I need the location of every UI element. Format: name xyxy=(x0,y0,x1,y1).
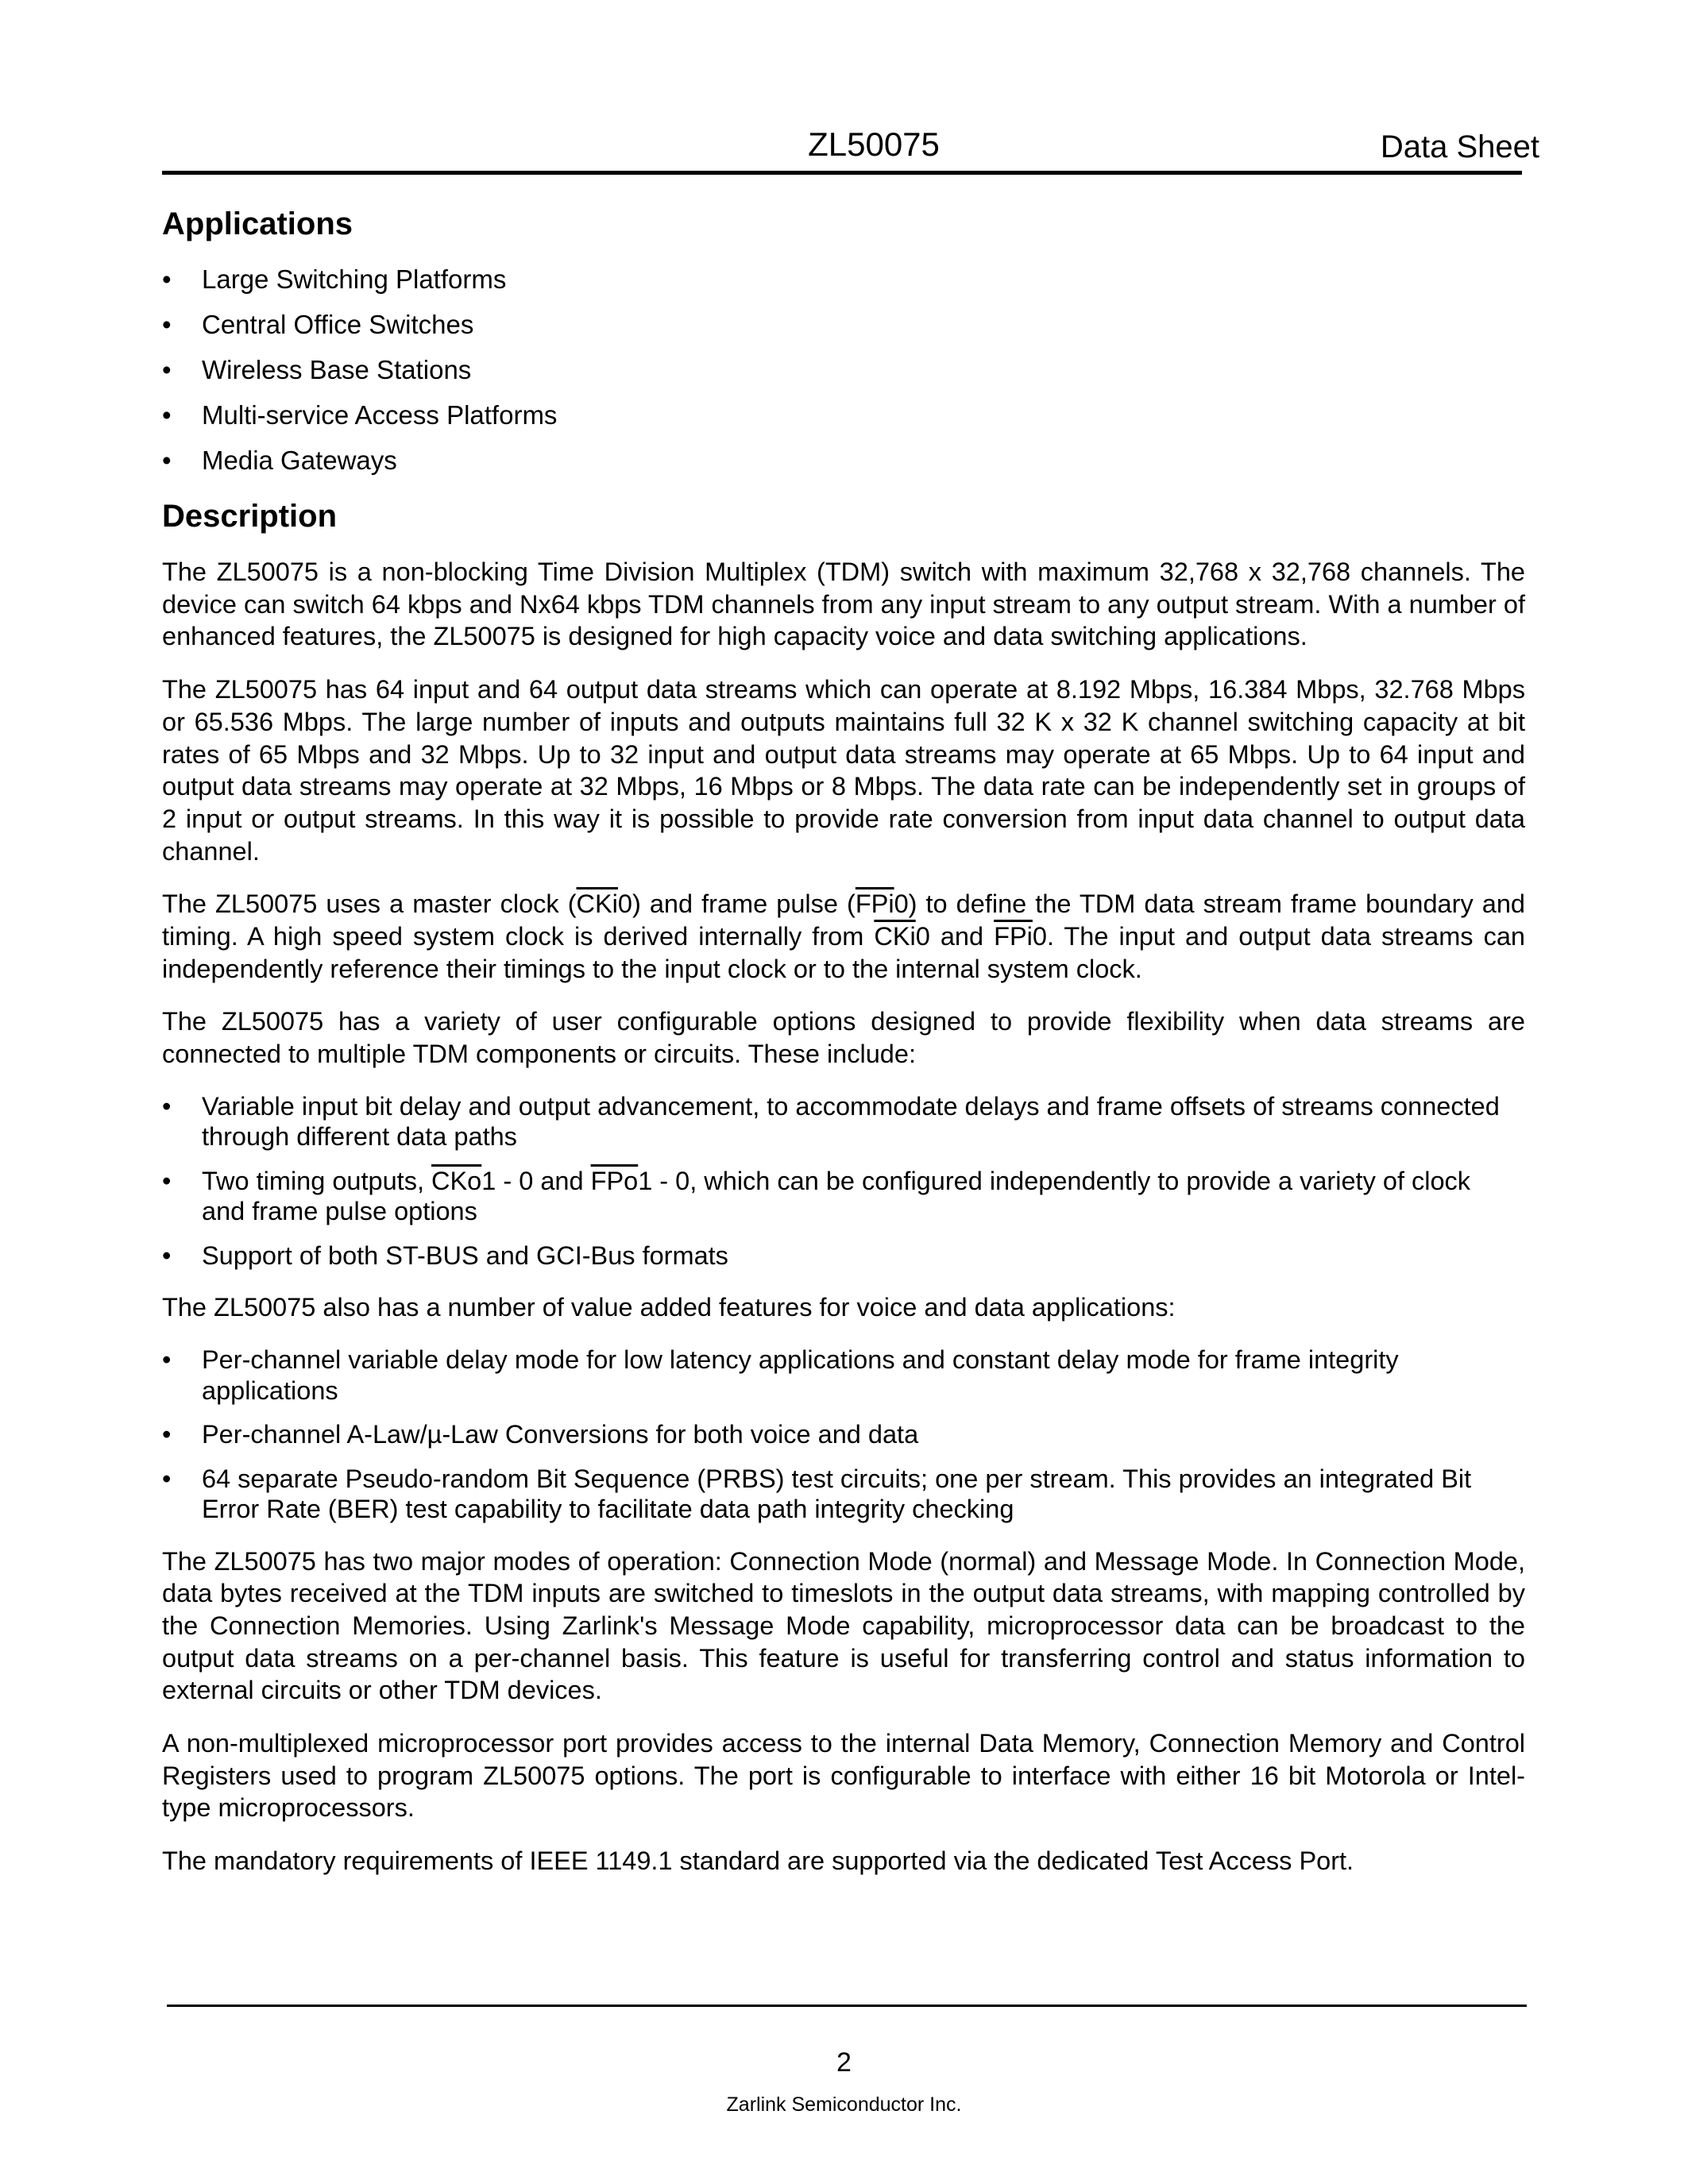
applications-heading: Applications xyxy=(162,206,353,241)
signal-name: $\overline{FPi}$ xyxy=(855,889,894,919)
list-item: • Per-channel A-Law/µ-Law Conversions for both voice and data xyxy=(162,1419,1525,1450)
text-span: 0) and frame pulse ( xyxy=(617,889,856,919)
signal-name: $\overline{FPo}$ xyxy=(590,1166,639,1195)
company-name: Zarlink Semiconductor Inc. xyxy=(726,2093,962,2116)
header-rule xyxy=(162,171,1522,175)
paragraph: The ZL50075 has 64 input and 64 output data streams which can operate at 8.192 Mbps, 16.384 Mbps, 32.768 Mbps or 65.536 Mbps. The large number of inputs and outputs maintains full 32 K x 32 K channel switching capacity at bit rates of 65 Mbps and 32 Mbps. Up to 32 input and output data streams may operate at 65 Mbps. Up to 64 input and output data streams may operate at 32 Mbps, 16 Mbps or 8 Mbps. The data rate can be independently set in groups of 2 input or output streams. In this way it is possible to provide rate conversion from input data channel to output data channel. xyxy=(162,675,1525,866)
list-item xyxy=(162,1166,1525,1227)
text-span: 1 - 0, which can be configured independently to provide a variety of clock and frame pulse options xyxy=(202,1166,1471,1226)
paragraph xyxy=(162,888,1525,985)
page-content xyxy=(162,184,1525,1898)
signal-name: $\overline{CKi}$ xyxy=(874,922,916,951)
paragraph: The ZL50075 also has a number of value added features for voice and data applications: xyxy=(162,1293,1176,1322)
footer-rule xyxy=(167,2005,1527,2007)
signal-name: $\overline{CKi}$ xyxy=(576,889,618,919)
paragraph: A non-multiplexed microprocessor port provides access to the internal Data Memory, Connection Memory and Control Registers used to program ZL50075 options. The port is configurable to interface with either 16 bit Motorola or Intel-type microprocessors. xyxy=(162,1729,1525,1823)
list-item: • Multi-service Access Platforms xyxy=(162,399,1525,431)
text-span: Two timing outputs, xyxy=(202,1166,432,1195)
paragraph: The ZL50075 has two major modes of operation: Connection Mode (normal) and Message Mode. In Connection Mode, data bytes received at the TDM inputs are switched to timeslots in the output data streams, with mapping controlled by the Connection Memories. Using Zarlink's Message Mode capability, microprocessor data can be broadcast to the output data streams on a per-channel basis. This feature is useful for transferring control and status information to external circuits or other TDM devices. xyxy=(162,1546,1525,1705)
list-item: • Large Switching Platforms xyxy=(162,264,1525,295)
list-item: • Wireless Base Stations xyxy=(162,354,1525,386)
header-doc-type: Data Sheet xyxy=(1380,129,1539,164)
text-span: 0. The input and output data streams can independently reference their timings to the input clock or to the internal system clock. xyxy=(162,922,1525,983)
page-number: 2 xyxy=(836,2047,852,2078)
text-span: 0) to define the TDM data stream frame boundary and timing. A high speed system clock is derived internally from xyxy=(162,889,1525,951)
paragraph: The mandatory requirements of IEEE 1149.1 standard are supported via the dedicated Test Access Port. xyxy=(162,1846,1354,1876)
paragraph: The ZL50075 has a variety of user configurable options designed to provide flexibility when data streams are connected to multiple TDM components or circuits. These include: xyxy=(162,1007,1525,1069)
features-list xyxy=(162,1345,1525,1525)
list-item: • 64 separate Pseudo-random Bit Sequence (PRBS) test circuits; one per stream. This provides an integrated Bit Error Rate (BER) test capability to facilitate data path integrity checking xyxy=(162,1464,1525,1525)
signal-name: $\overline{CKo}$ xyxy=(431,1166,482,1195)
list-item: • Support of both ST-BUS and GCI-Bus formats xyxy=(162,1241,1525,1271)
text-span: The ZL50075 uses a master clock ( xyxy=(162,889,577,919)
header-title: ZL50075 xyxy=(808,125,940,163)
description-heading: Description xyxy=(162,499,338,534)
list-item: • Per-channel variable delay mode for low latency applications and constant delay mode for frame integrity applications xyxy=(162,1345,1525,1406)
list-item: • Central Office Switches xyxy=(162,309,1525,341)
paragraph: The ZL50075 is a non-blocking Time Division Multiplex (TDM) switch with maximum 32,768 x 32,768 channels. The device can switch 64 kbps and Nx64 kbps TDM channels from any input stream to any output stream. With a number of enhanced features, the ZL50075 is designed for high capacity voice and data switching applications. xyxy=(162,558,1525,651)
applications-list xyxy=(162,264,1525,477)
list-item: • Media Gateways xyxy=(162,445,1525,477)
signal-name: $\overline{FPi}$ xyxy=(994,922,1033,951)
list-item: • Variable input bit delay and output advancement, to accommodate delays and frame offsets of streams connected through different data paths xyxy=(162,1091,1525,1152)
text-span: 0 and xyxy=(915,922,995,951)
options-list xyxy=(162,1091,1525,1271)
text-span: 1 - 0 and xyxy=(481,1166,591,1195)
